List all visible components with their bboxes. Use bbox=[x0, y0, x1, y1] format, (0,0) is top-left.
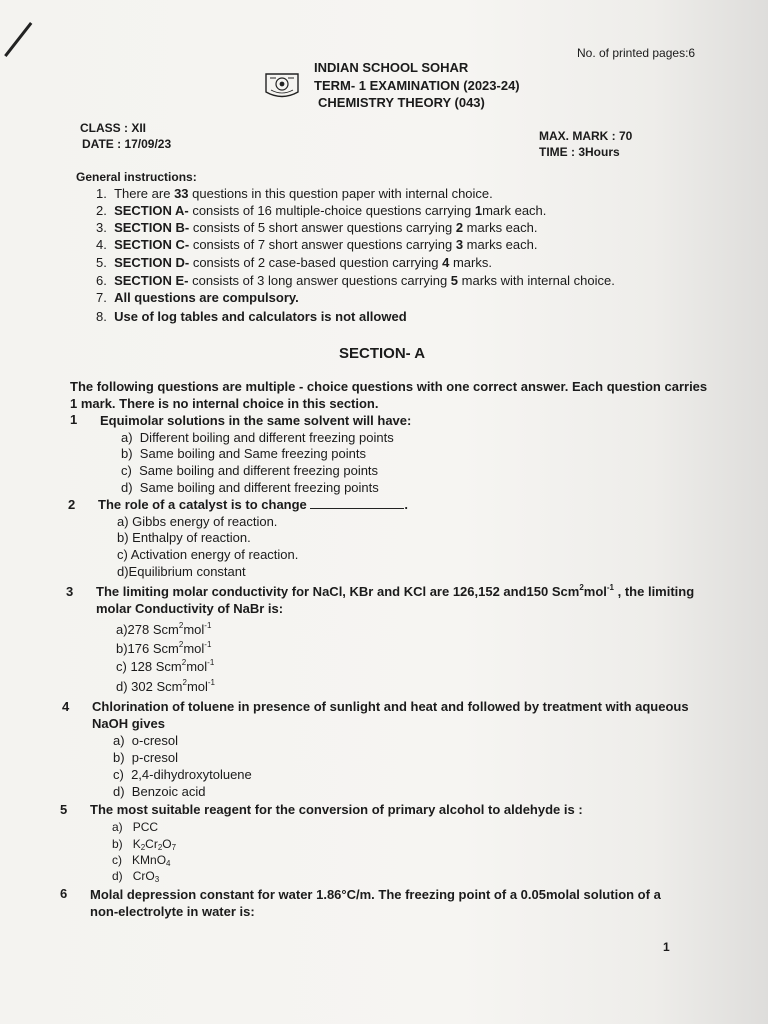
option-d: d) CrO$_3$ bbox=[112, 869, 160, 884]
page-number: 1 bbox=[663, 940, 670, 954]
exam-title: TERM- 1 EXAMINATION (2023-24) bbox=[314, 78, 520, 93]
question-text-line2: non-electrolyte in water is: bbox=[90, 904, 255, 919]
option-a: a) o-cresol bbox=[113, 733, 179, 748]
option-b: b) Enthalpy of reaction. bbox=[117, 530, 251, 545]
option-a: a)278 Scm$^2$mol$^{-1}$ bbox=[116, 621, 212, 637]
question-text-line2: molar Conductivity of NaBr is: bbox=[96, 601, 284, 616]
subject-title: CHEMISTRY THEORY (043) bbox=[318, 95, 485, 110]
pen-mark bbox=[4, 22, 32, 57]
option-a: a) PCC bbox=[112, 820, 159, 834]
question-text: The most suitable reagent for the conversion of primary alcohol to aldehyde is : bbox=[90, 802, 583, 817]
answer-blank bbox=[310, 507, 404, 509]
option-b: b) $K_2Cr_2O_7$ bbox=[112, 837, 177, 852]
school-name: INDIAN SCHOOL SOHAR bbox=[314, 60, 469, 75]
instruction-8: 8. Use of log tables and calculators is not allowed bbox=[96, 309, 407, 324]
question-text-line2: NaOH gives bbox=[92, 716, 165, 731]
question-text-line1: Chlorination of toluene in presence of sunlight and heat and followed by treatment with aqueous bbox=[92, 699, 689, 714]
instruction-5: 5. SECTION D- consists of 2 case-based question carrying 4 marks. bbox=[96, 255, 492, 270]
option-c: c) Same boiling and different freezing points bbox=[121, 463, 379, 478]
option-d: d) Same boiling and different freezing points bbox=[121, 480, 379, 495]
question-text-line1: The limiting molar conductivity for NaCl, KBr and KCl are 126,152 and150 Scm$^2$mol$^{-1}$ , the limiting bbox=[96, 583, 695, 599]
question-number: 5 bbox=[60, 802, 68, 817]
instruction-1: 1. There are 33 questions in this question paper with internal choice. bbox=[96, 186, 493, 201]
class-label: CLASS : XII bbox=[80, 121, 147, 135]
date-label: DATE : 17/09/23 bbox=[82, 137, 172, 151]
option-a: a) Gibbs energy of reaction. bbox=[117, 514, 278, 529]
option-d: d) 302 Scm$^2$mol$^{-1}$ bbox=[116, 678, 216, 694]
instruction-7: 7. All questions are compulsory. bbox=[96, 290, 299, 305]
instruction-2: 2. SECTION A- consists of 16 multiple-choice questions carrying 1mark each. bbox=[96, 203, 547, 218]
option-c: c) 2,4-dihydroxytoluene bbox=[113, 767, 252, 782]
option-c: c) Activation energy of reaction. bbox=[117, 547, 299, 562]
option-b: b)176 Scm$^2$mol$^{-1}$ bbox=[116, 640, 212, 656]
question-number: 2 bbox=[68, 497, 76, 512]
option-b: b) Same boiling and Same freezing points bbox=[121, 446, 366, 461]
option-c: c) KMnO$_4$ bbox=[112, 853, 171, 868]
question-text-line1: Molal depression constant for water 1.86°C/m. The freezing point of a 0.05molal solution of a bbox=[90, 887, 661, 902]
option-d: d)Equilibrium constant bbox=[117, 564, 246, 579]
question-text: Equimolar solutions in the same solvent will have: bbox=[100, 413, 412, 428]
section-title: SECTION- A bbox=[339, 345, 426, 362]
question-number: 3 bbox=[66, 584, 74, 599]
option-a: a) Different boiling and different freezing points bbox=[121, 430, 394, 445]
instruction-6: 6. SECTION E- consists of 3 long answer questions carrying 5 marks with internal choice. bbox=[96, 273, 615, 288]
option-b: b) p-cresol bbox=[113, 750, 179, 765]
section-intro-line1: The following questions are multiple - choice questions with one correct answer. Each question carries bbox=[70, 379, 708, 394]
printed-pages: No. of printed pages:6 bbox=[577, 46, 696, 60]
question-number: 4 bbox=[62, 699, 70, 714]
school-logo-icon bbox=[262, 70, 302, 102]
option-d: d) Benzoic acid bbox=[113, 784, 206, 799]
instruction-4: 4. SECTION C- consists of 7 short answer questions carrying 3 marks each. bbox=[96, 237, 538, 252]
option-c: c) 128 Scm$^2$mol$^{-1}$ bbox=[116, 658, 215, 674]
instructions-title: General instructions: bbox=[76, 170, 197, 184]
instruction-3: 3. SECTION B- consists of 5 short answer questions carrying 2 marks each. bbox=[96, 220, 538, 235]
time-label: TIME : 3Hours bbox=[539, 145, 620, 159]
question-number: 6 bbox=[60, 886, 68, 901]
section-intro-line2: 1 mark. There is no internal choice in this section. bbox=[70, 396, 379, 411]
max-mark-label: MAX. MARK : 70 bbox=[539, 129, 633, 143]
question-text: The role of a catalyst is to change . bbox=[98, 497, 409, 512]
question-number: 1 bbox=[70, 412, 78, 427]
